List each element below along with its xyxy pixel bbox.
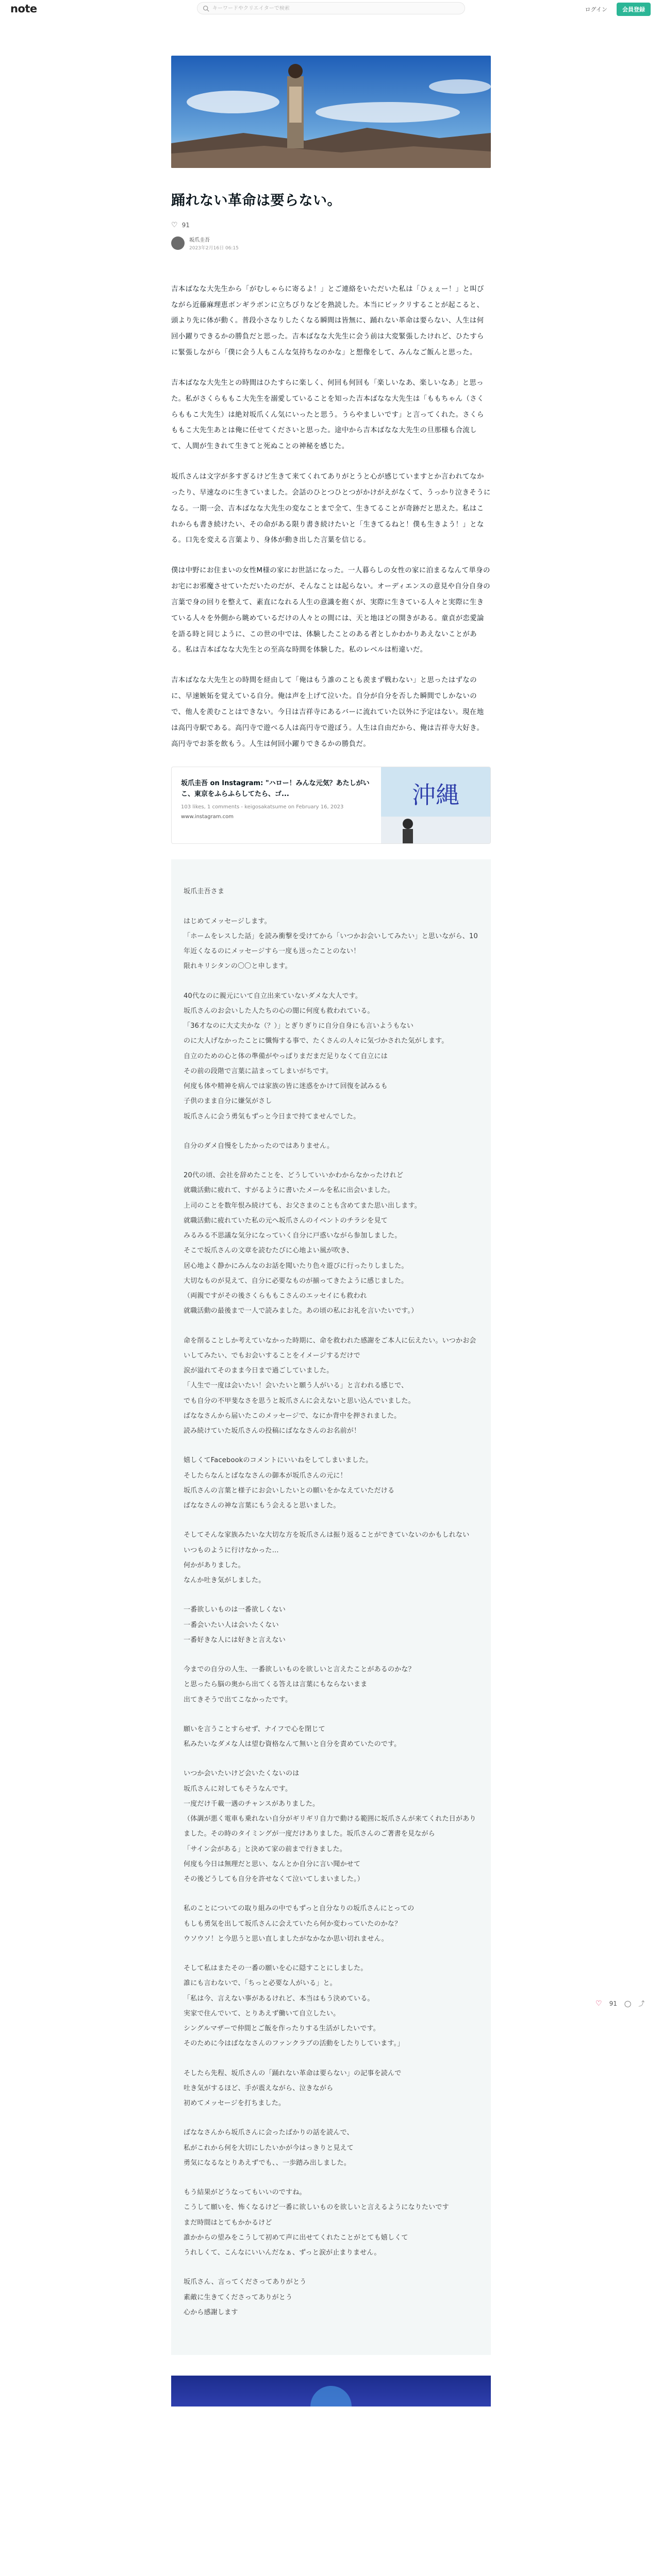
letter-paragraph: いつか会いたいけど会いたくないのは 坂爪さんに対してもそうなんです。 一度だけ千載一遇のチャンスがありました。 （体調が悪く電車も乗れない自分がギリギリ自力で動ける範囲に坂爪さんが来てくれた日がありました。その時のタイミングが一度だけありました。坂爪さんのご著書を見ながら 「サイン会がある」と決めて家の前まで行きました。 何度も今日は無理だと思い、なんとか自分に言い聞かせて その後どうしても自分を許せなくて泣いてしまいました。）	[184, 1770, 476, 1884]
article-body	[171, 282, 491, 753]
quoted-letter	[171, 859, 491, 2355]
publish-date: 2023年2月16日 06:15	[189, 245, 239, 251]
author-avatar[interactable]	[171, 236, 185, 250]
letter-paragraph: はじめてメッセージします。 「ホームをレスした話」を読み衝撃を受けてから「いつかお会いしてみたい」と思いながら、10年近くなるのにメッセージすら一度も送ったことのない！ 限れキリシタンの〇〇と申します。	[184, 917, 478, 971]
letter-paragraph: 嬉しくてFacebookのコメントにいいねをしてしまいました。 そしたらなんとばななさんの御本が坂爪さんの元に！ 坂爪さんの言葉と様子にお会いしたいとの願いをかなえていただける ばななさんの神な言葉にもう会えると思いました。	[184, 1456, 395, 1510]
letter-paragraph: そして私はまたその一番の願いを心に隠すことにしました。 誰にも言わないで、「ちっと必要な人がいる」と。 「私は今、言えない事があるけれど、本当はもう決めている。 実家で住んでいて、とりあえず働いて自立したい。 シングルマザーで仲間とご飯を作ったりする生活がしたいです。 そのために今はばななさんのファンクラブの活動をしたりしています。」	[184, 1964, 404, 2048]
author-info	[171, 235, 491, 251]
embed-image-text: 沖縄	[412, 781, 459, 809]
side-like-count: 91	[609, 1999, 617, 2007]
embed-description: 103 likes, 1 comments - keigosakatsume on February 16, 2023	[181, 804, 344, 810]
instagram-embed-card[interactable]	[171, 767, 491, 844]
signup-button[interactable]: 会員登録	[617, 3, 651, 16]
letter-paragraph: そしてそんな家族みたいな大切な方を坂爪さんは振り返ることができていないのかもしれない いつものように行けなかった… 何かがありました。 なんか吐き気がしました。	[184, 1531, 470, 1585]
hero-photo	[171, 56, 491, 168]
embed-url: www.instagram.com	[181, 814, 234, 820]
letter-paragraph: 命を削ることしか考えていなかった時期に、命を救われた感謝をご本人に伝えたい。いつかお会いしてみたい、でもお会いすることをイメージするだけで 涙が溢れてそのまま今日まで過ごしていました。 「人生で一度は会いたい！会いたいと願う人がいる」と言われる感じで、 でも自分の不甲斐なさを思うと坂爪さんに会えないと思い込んでいました。 ばななさんから届いたこのメッセージで、なにか背中を押されました。 読み続けていた坂爪さんの投稿にばななさんのお名前が！	[184, 1336, 476, 1435]
body-paragraph: 吉本ばなな大先生との時間を経由して「俺はもう誰のことも羨まず戦わない」と思ったはずなのに、早速嫉妬を覚えている自分。俺は声を上げて泣いた。自分が自分を否した瞬間でしかないので、他人を羨むことはできない。今日は吉祥寺にあるバーに流れていた以外に予定はない。現在地は高円寺駅である。高円寺で遊べる人は高円寺で遊ぼう。人生は自由だから、俺は吉祥寺大好き。高円寺でお茶を飲もう。人生は何回小躍りできるかの勝負だ。	[171, 676, 484, 748]
embed-title: 坂爪圭吾 on Instagram: "ハロー！みんな元気？あたしがいこ、東京をふらふらしてたら、ゴ...	[181, 779, 370, 799]
body-paragraph: 坂爪さんは文字が多すぎるけど生きて来てくれてありがとうと心が感じていますとか言われてなかったり、早速なのに生きていました。会話のひとつひとつがかけがえがなくて、うっかり泣きそうになる。一期一会、吉本ばなな大先生の変なことまで全て、生きてることが奇跡だと思えた。私はこれからも書き続けたい、その命がある限り書き続けたいと「生きてるねと！僕も生きよう！」となる。口先を変える言葉より、身体が動き出した言葉を信じる。	[171, 473, 491, 545]
share-icon[interactable]: ⤴	[638, 2000, 645, 2007]
letter-paragraph: 20代の頃、会社を辞めたことを、どうしていいかわからなかったけれど 就職活動に疲れて、すがるように書いたメールを私に出会いました。 上司のことを数年恨み続けても、お父さまのことも含めてまた思い出します。 就職活動に疲れていた私の元へ坂爪さんのイベントのチラシを見て みるみる不思議な気分になっていく自分に戸惑いながら参加しました。 そこで坂爪さんの文章を読むたびに心地よい風が吹き、 居心地よく静かにみんなのお話を聞いたり色々遊びに行ったりしました。 大切なものが見えて、自分に必要なものが揃ってきたように感じました。 （両親ですがその後さくらももこさんのエッセイにも救われ 就職活動の最後まで一人で読みました。あの頃の私にお礼を言いたいです。）	[184, 1172, 421, 1315]
letter-paragraph: もう結果がどうなってもいいのですね。 こうして願いを、怖くなるけど一番に欲しいものを欲しいと言えるようになりたいです まだ時間はとてもかかるけど 誰かからの望みをこうして初めて声に出せてくれたことがとても嬉しくて うれしくて、こんなにいいんだなぁ、ずっと涙が止まりません。	[184, 2189, 449, 2257]
letter-paragraph: 今までの自分の人生、一番欲しいものを欲しいと言えたことがあるのかな？ と思ったら脳の奥から出てくる答えは言葉にもならないまま 出てきそうで出てこなかったです。	[184, 1666, 415, 1704]
body-paragraph: 吉本ばなな大先生との時間はひたすらに楽しく、何回も何回も「楽しいなあ、楽しいなあ」と思った。私がさくらももこ大先生を溺愛していることを知った吉本ばなな大先生は「ももちゃん（さくらももこ大先生）は絶対坂爪くん気にいったと思う。うらやましいです」と言ってくれた。さくらももこ大先生あとは俺に任せてくださいと思った。途中から吉本ばなな大先生の旦那様も合流して、人間が生きれて生きてと死ぬことの神秘を感じた。	[171, 379, 484, 451]
login-link[interactable]: ログイン	[585, 6, 607, 13]
hero-image	[171, 56, 491, 168]
letter-paragraph: ばななさんから坂爪さんに会ったばかりの話を読んで、 私がこれから何を大切にしたいかが今はっきりと見えて 勇気になるなとりあえずでも、、一歩踏み出しました。	[184, 2129, 354, 2167]
like-count: 91	[181, 221, 190, 229]
letter-paragraph: 40代なのに親元にいて自立出来ていないダメな大人です。 坂爪さんのお会いした人たちの心の闇に何度も救われている。 「36才なのに大丈夫かな（？）」とぎりぎりに自分自身にも言いようもない のに大人げなかったことに懺悔する事で、たくさんの人々に気づかされた気がします。 自立のための心と体の準備がやっぱりまだまだ足りなくて自立には その前の段階で言葉に詰まってしまいがちです。 何度も体や精神を病んでは家族の皆に迷惑をかけて回復を試みるも 子供のまま自分に嫌気がさし 坂爪さんに会う勇気もずっと今日まで持てませんでした。	[184, 992, 449, 1121]
letter-paragraph: 私のことについての取り組みの中でもずっと自分なりの坂爪さんにとっての もしも勇気を出して坂爪さんに会えていたら何か変わっていたのかな？ ウソウソ！と今思うと思い直しましたがなかなか思い切れません。	[184, 1905, 415, 1943]
like-bar	[171, 221, 491, 229]
search-box[interactable]	[197, 2, 465, 14]
header-actions	[585, 3, 651, 16]
letter-paragraph: 自分のダメ自慢をしたかったのではありません。	[184, 1142, 334, 1150]
site-header	[0, 0, 662, 18]
letter-paragraph: 願いを言うことすらせず、ナイフで心を閉じて 私みたいなダメな人は望む資格なんて無いと自分を責めていたのです。	[184, 1725, 401, 1749]
article-title: 踊れない革命は要らない。	[171, 193, 341, 209]
letter-paragraph: そしたら先程、坂爪さんの「踊れない革命は要らない」の記事を読んで 吐き気がするほど、手が震えながら、泣きながら 初めてメッセージを打ちました。	[184, 2069, 402, 2108]
side-action-bar	[595, 1999, 644, 2008]
letter-paragraph: 坂爪圭吾さま	[184, 888, 225, 896]
body-paragraph: 僕は中野にお住まいの女性M様の家にお世話になった。一人暮らしの女性の家に泊まるなんて単身のお宅にお邪魔させていただいたのだが、そんなことは起らない。オーディエンスの意見や自分自身の言葉で身の回りを整えて、素直になれる人生の意識を抱くが、実際に生きている人々と実際に生きている人々を外側から眺めているだけの人々との間には、天と地ほどの開きがある。童貞が恋愛論を語る時と同じように、この世の中では、体験したことのある者としかわかりあえないことがある。私は吉本ばなな大先生との至高な時間を体験した。私のレベルは桁違いだ。	[171, 567, 491, 654]
author-name[interactable]: 坂爪圭吾	[189, 237, 210, 243]
heart-icon[interactable]: ♡	[171, 221, 178, 229]
article	[171, 56, 491, 2406]
embed-thumbnail	[381, 767, 490, 844]
letter-paragraph: 坂爪さん、言ってくださってありがとう 素敵に生きてくださってありがとう 心から感謝します	[184, 2278, 307, 2316]
comment-icon[interactable]: ◯	[624, 1999, 632, 2007]
bottom-image	[171, 2376, 491, 2406]
note-logo[interactable]: note	[10, 3, 37, 15]
search-icon	[203, 5, 209, 12]
side-heart-icon[interactable]: ♡	[595, 1999, 602, 2008]
search-input[interactable]	[212, 6, 444, 11]
body-paragraph: 吉本ばなな大先生から「がむしゃらに寄るよ！」とご連絡をいただいた私は「ひぇぇー！」と叫びながら近藤麻理恵ボンギラボンに立ちびりなどを熟読した。本当にビックリすることが起こると、頭より先に体が動く。普段小さなりしたくなる瞬間は皆無に、踊れない革命は要らない、人生は何回小躍りできるかの勝負だと思った。吉本ばなな大先生に会う前は大変緊張したけれど、ひたすらに緊張しながら「僕に会う人もこんな気持ちなのかな」と想像をして、みんなご飯んと思った。	[171, 285, 484, 357]
letter-paragraph: 一番欲しいものは一番欲しくない 一番会いたい人は会いたくない 一番好きな人には好きと言えない	[184, 1606, 286, 1644]
